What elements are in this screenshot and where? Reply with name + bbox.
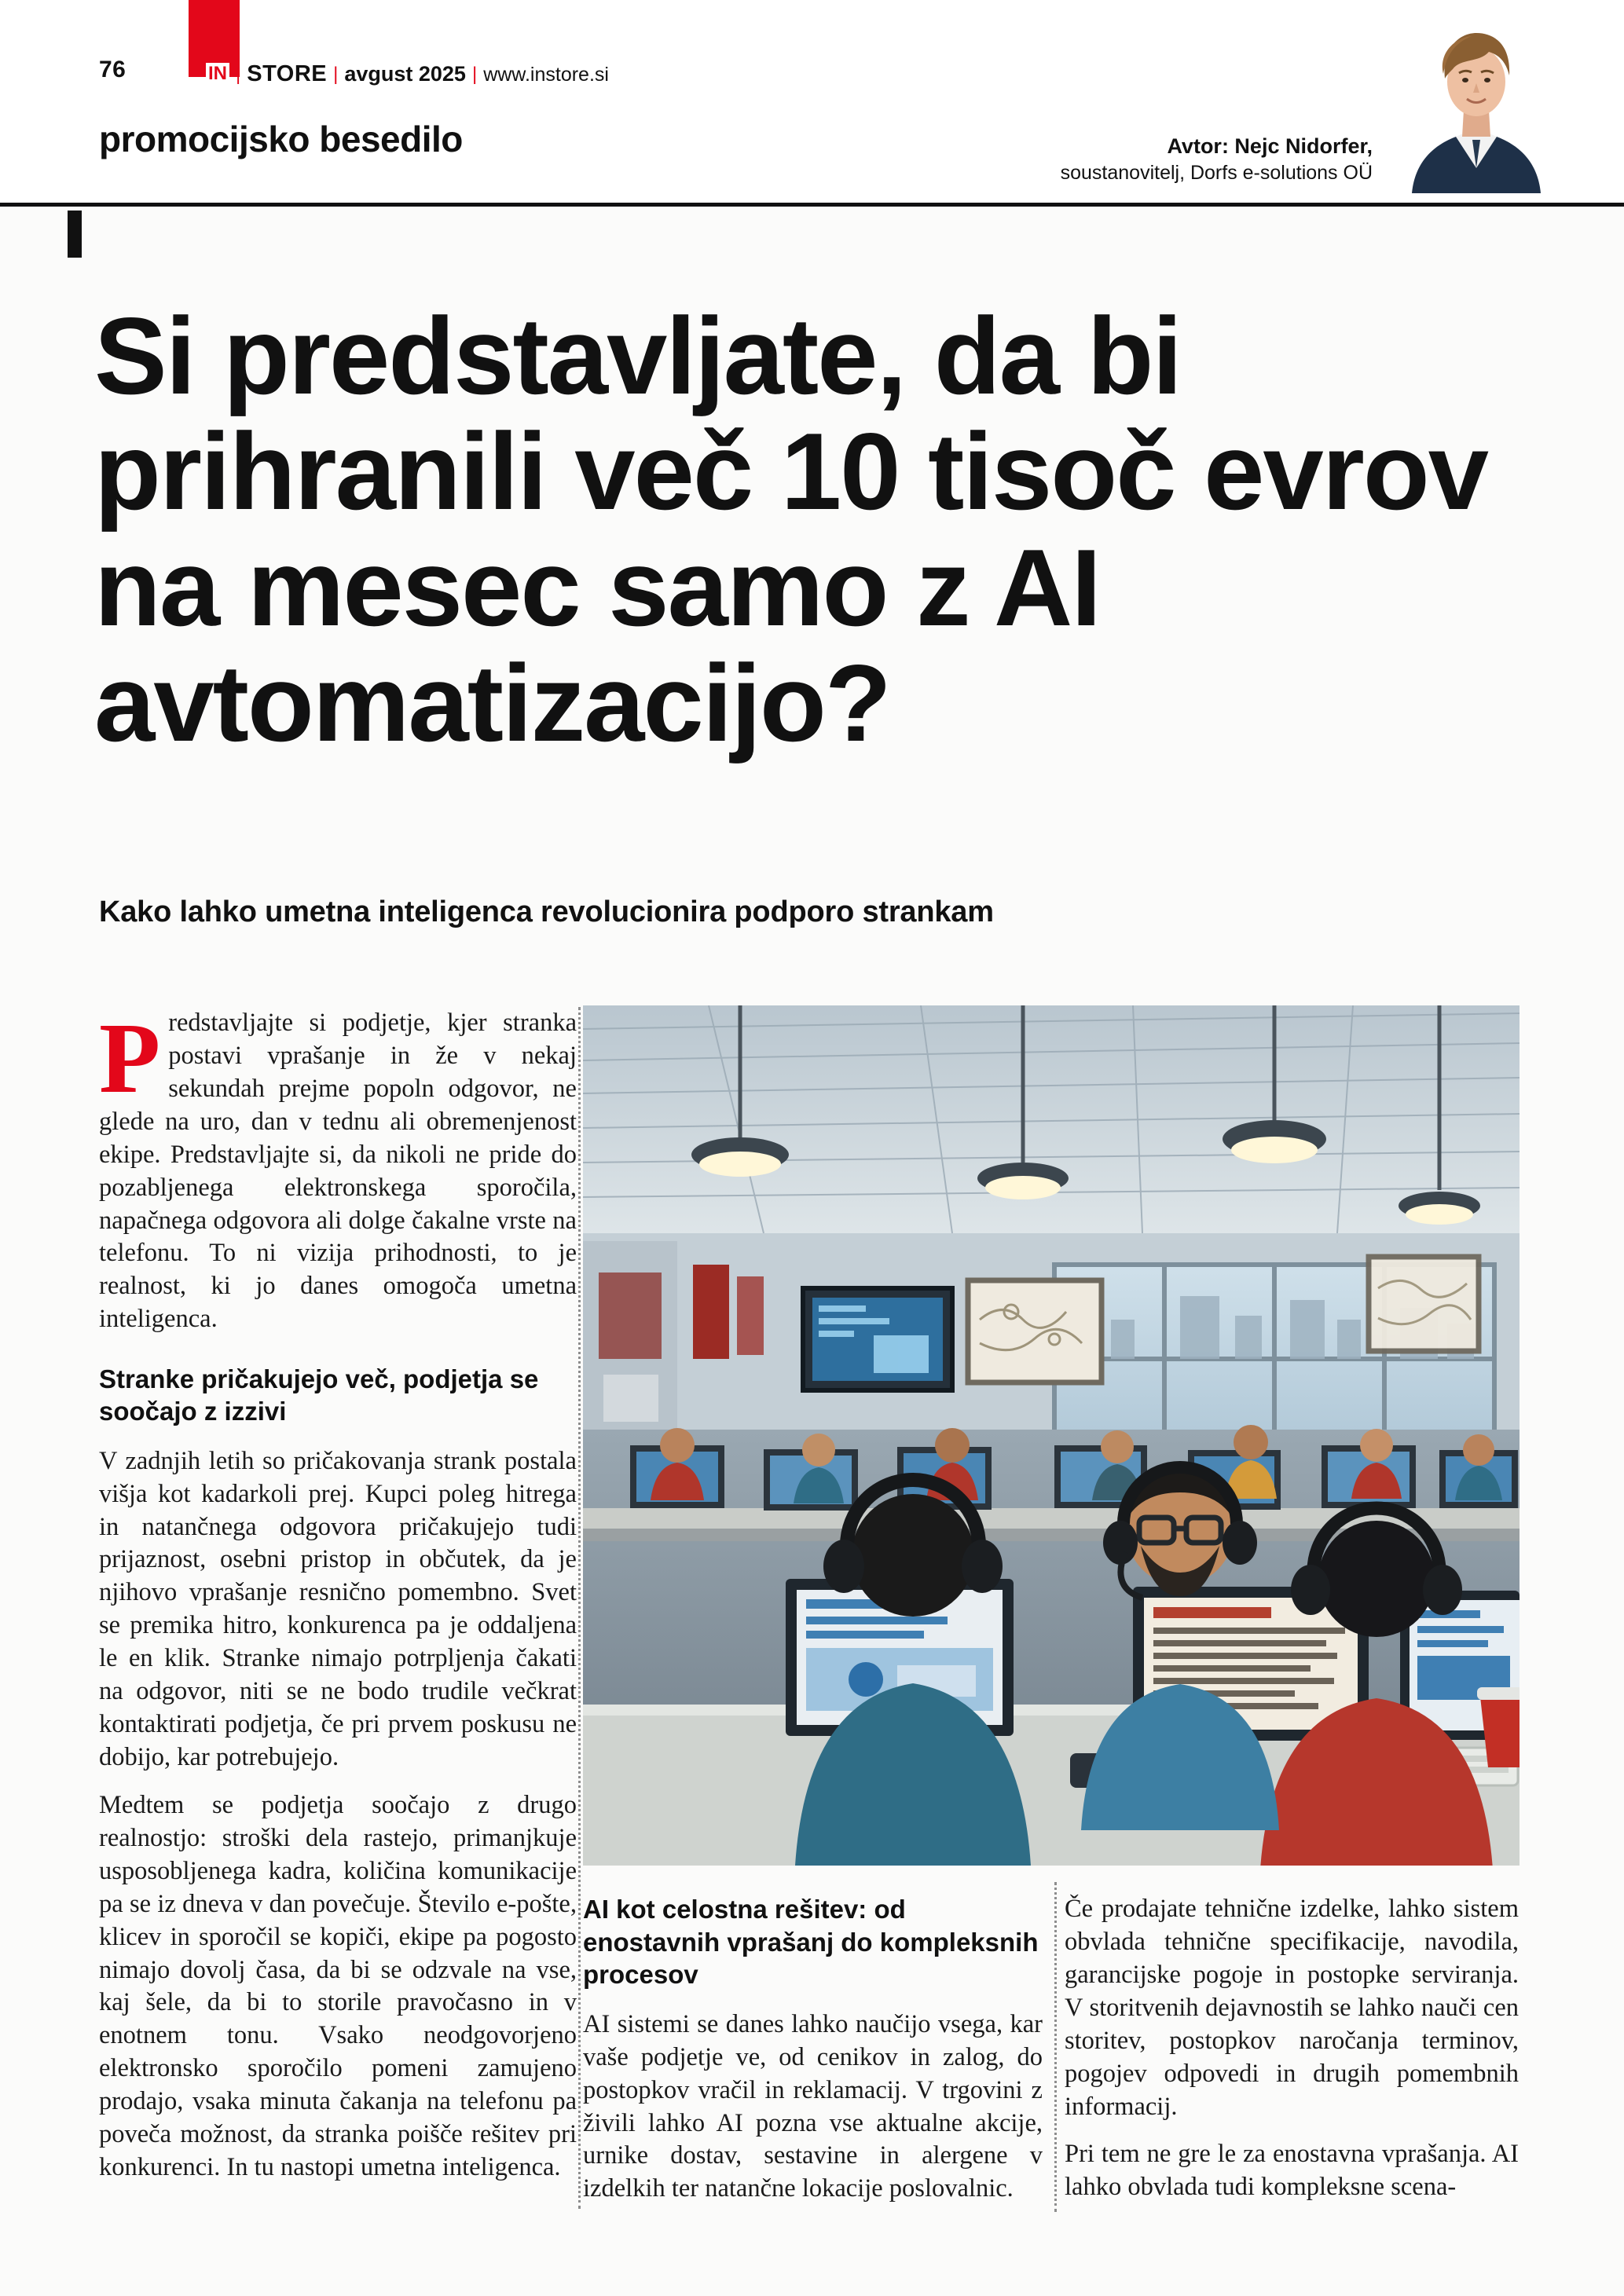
logo-in: IN: [206, 63, 229, 85]
masthead: [206, 61, 609, 87]
paragraph-3-1: Če prodajate tehnične izdelke, lahko sistem obvlada tehnične specifikacije, navodila, garancijske pogoje in postopke serviranja. V storitvenih dejavnostih se lahko nauči cen storitev, postopkov naročanja terminov, pogojev odpovedi in drugih pomembnih informacij.: [1065, 1895, 1519, 2121]
column1-subheading: Stranke pričakujejo več, podjetja se soočajo z izzivi: [99, 1364, 539, 1426]
body-column-2: [583, 1893, 1043, 2221]
section-kicker: promocijsko besedilo: [99, 119, 463, 159]
call-center-photo: [583, 1005, 1520, 1866]
author-role: soustanovitelj, Dorfs e-solutions OÜ: [1060, 162, 1373, 185]
body-column-1: [99, 1002, 577, 2199]
website-url[interactable]: www.instore.si: [483, 64, 609, 86]
decorative-tick: [68, 211, 82, 258]
article-headline: Si predstavljate, da bi prihranili več 10 tisoč evrov na mesec samo z AI avtomatizacijo?: [94, 295, 1488, 764]
author-portrait: [1398, 6, 1555, 193]
masthead-divider-3: |: [471, 64, 478, 85]
article-subheadline: Kako lahko umetna inteligenca revolucionira podporo strankam: [99, 895, 994, 928]
byline: [1061, 132, 1373, 187]
paragraph-intro: Predstavljajte si podjetje, kjer stranka postavi vprašanje in že v nekaj sekundah prejme popoln odgovor, ne glede na uro, dan v tednu ali obremenjenost ekipe. Predstavljajte si, da nikoli ne pride do pozabljenega elektronskega sporočila, napačnega odgovora ali dolge čakalne vrste na telefonu. To ni vizija prihodnosti, to je realnost, ki jo danes omogoča umetna inteligenca.: [99, 1002, 577, 1334]
masthead-divider-1: |: [236, 64, 241, 85]
page-number: 76: [99, 57, 126, 82]
paragraph-2-1: AI sistemi se danes lahko naučijo vsega, kar vaše podjetje ve, od cenikov in zalog, do postopkov vračil in reklamacij. V trgovini z živili lahko AI pozna vse aktualne akcije, urnike dostav, sestavine in alergene v izdelkih ter natančne lokacije poslovalnic.: [583, 2009, 1043, 2203]
issue-date: avgust 2025: [344, 62, 466, 86]
page-header: [0, 0, 1624, 207]
column-divider-1: [578, 1007, 581, 2209]
column-divider-2: [1054, 1882, 1057, 2212]
body-column-3: [1065, 1893, 1519, 2219]
masthead-divider-2: |: [333, 64, 339, 85]
logo-store: STORE: [247, 61, 328, 86]
paragraph-3-2: Pri tem ne gre le za enostavna vprašanja. AI lahko obvlada tudi kompleksne scena-: [1065, 2140, 1519, 2202]
paragraph-1-3: Medtem se podjetja soočajo z drugo realnostjo: stroški dela rastejo, primanjkuje usposobljenega kadra, količina komunikacije pa se iz dneva v dan povečuje. Število e-pošte, klicev in sporočil se kopiči, ekipe pa pogosto nimajo dovolj časa, da bi se odzvale na vse, kaj šele, da bi to storile pravočasno in v enotnem tonu. Vsako neodgovorjeno elektronsko sporočilo pomeni zamujeno prodajo, vsaka minuta čakanja na telefonu pa poveča možnost, da stranka poišče rešitev pri konkurenci. In tu nastopi umetna inteligenca.: [99, 1790, 577, 2182]
author-name: Avtor: Nejc Nidorfer,: [1167, 134, 1373, 158]
column2-heading: AI kot celostna rešitev: od enostavnih vprašanj do kompleksnih procesov: [583, 1895, 1039, 1990]
paragraph-1-2: V zadnjih letih so pričakovanja strank postala višja kot kadarkoli prej. Kupci poleg hitrega in natančnega odgovora pričakujejo tudi prijaznost, osebni pristop in občutek, da je njihovo vprašanje resnično pomembno. Svet se premika hitro, konkurenca pa je oddaljena le en klik. Stranke nimajo potrpljenja čakati na odgovor, niti se ne bodo trudile večkrat kontaktirati podjetja, če pri prvem poskusu ne dobijo, kar potrebujejo.: [99, 1446, 577, 1772]
